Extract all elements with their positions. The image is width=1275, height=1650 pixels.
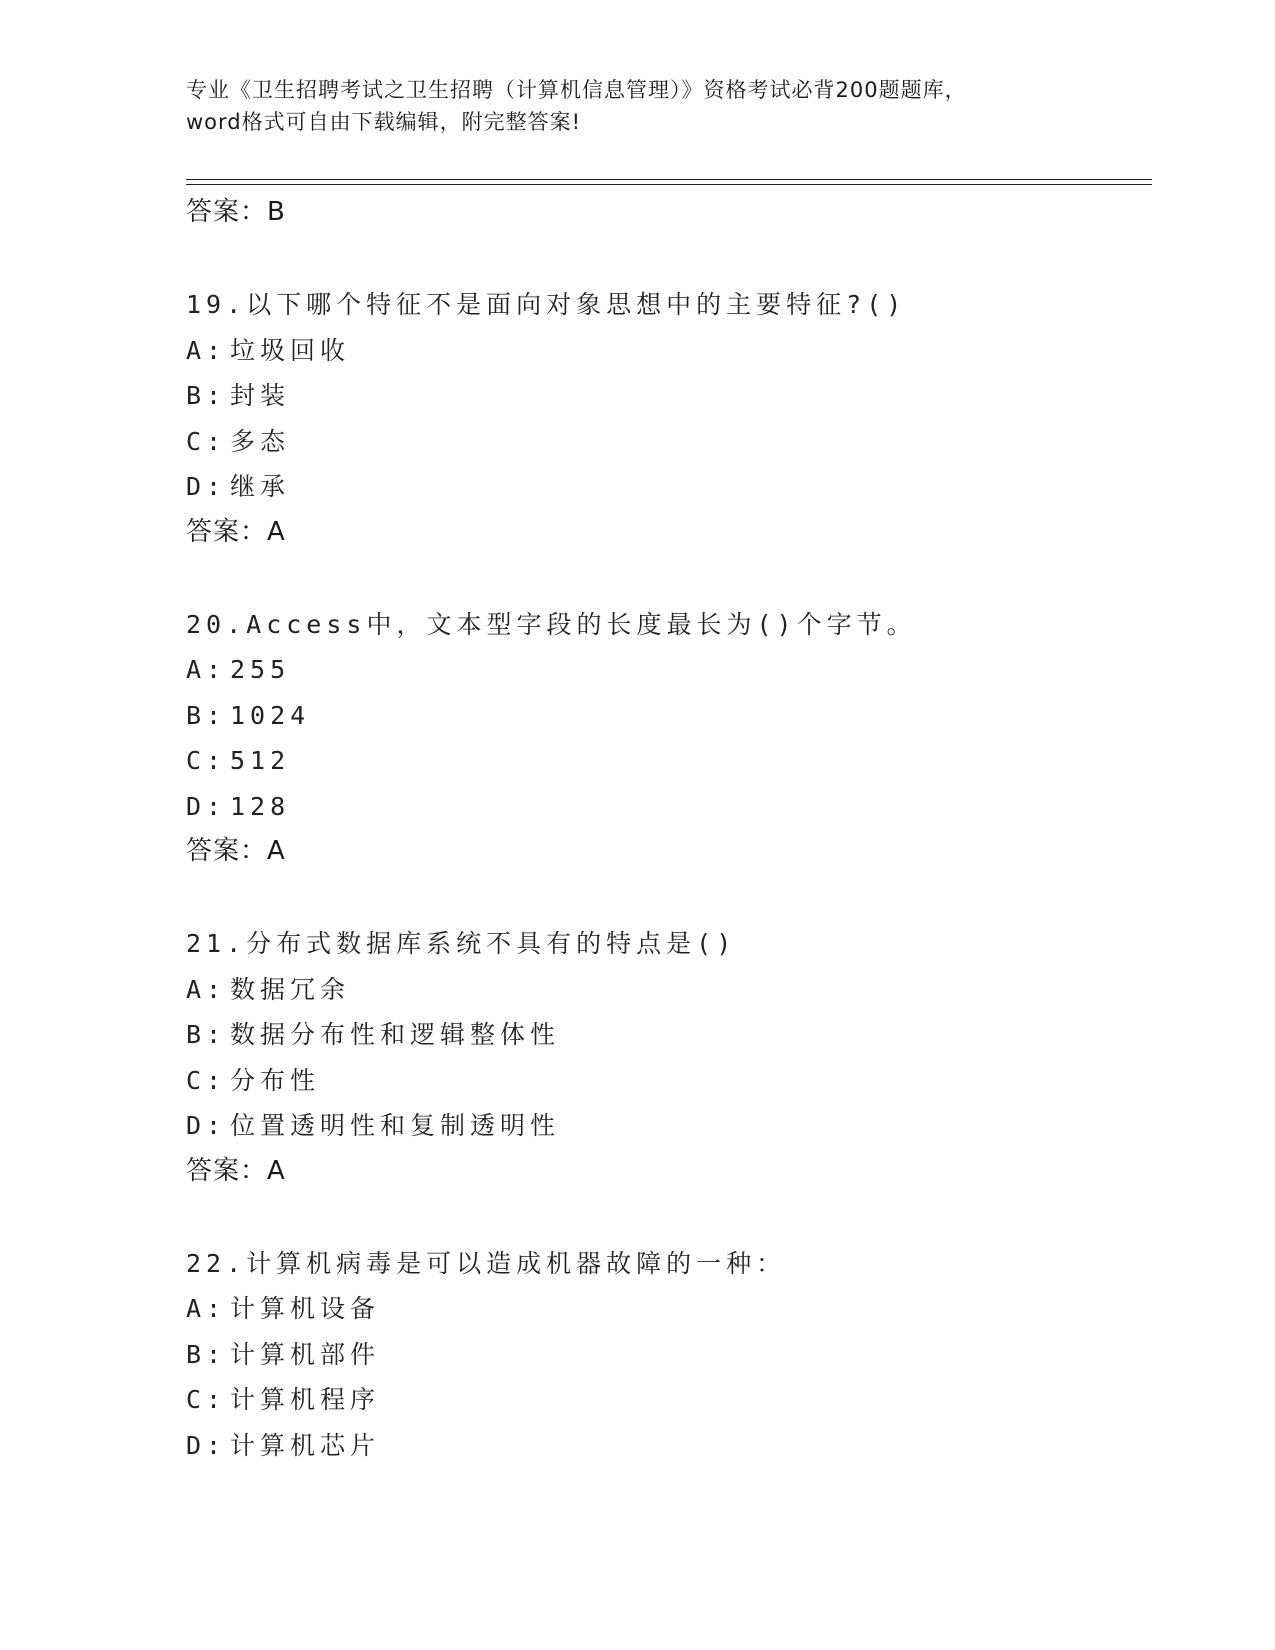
option-c	[186, 738, 1152, 784]
option-a	[186, 967, 1152, 1013]
question-22	[186, 1241, 1152, 1469]
question-title: 20.Access中，文本型字段的长度最长为()个字节。	[186, 609, 917, 639]
option-text: 数据分布性和逻辑整体性	[230, 1020, 561, 1049]
header-divider-bottom	[186, 184, 1152, 185]
option-d	[186, 464, 1152, 510]
question-answer: 答案：A	[186, 516, 286, 547]
option-text: 255	[230, 655, 291, 684]
option-key: C:	[186, 426, 227, 456]
question-answer: 答案：A	[186, 1155, 286, 1186]
option-text: 计算机程序	[230, 1385, 381, 1414]
option-text: 封装	[230, 381, 291, 410]
option-text: 计算机芯片	[230, 1430, 381, 1460]
option-d	[186, 1423, 1152, 1469]
option-key: A:	[186, 335, 227, 365]
option-key: A:	[186, 974, 227, 1004]
option-key: B:	[186, 381, 227, 410]
option-key: C:	[186, 1065, 227, 1095]
option-b	[186, 1332, 1152, 1378]
option-key: C:	[186, 1385, 227, 1414]
question-title: 22.计算机病毒是可以造成机器故障的一种：	[186, 1248, 787, 1278]
option-text: 计算机设备	[230, 1294, 381, 1323]
question-list	[186, 190, 1152, 1468]
option-a	[186, 328, 1152, 374]
option-text: 512	[230, 746, 291, 775]
question-19	[186, 282, 1152, 554]
option-b	[186, 373, 1152, 419]
document-header	[186, 74, 1086, 138]
question-20	[186, 602, 1152, 874]
option-text: 继承	[230, 472, 291, 501]
previous-answer: 答案：B	[186, 197, 286, 227]
option-key: A:	[186, 1294, 227, 1323]
option-text: 128	[230, 791, 291, 821]
option-a	[186, 647, 1152, 693]
option-key: D:	[186, 472, 227, 501]
header-line-2: word格式可自由下载编辑，附完整答案!	[186, 110, 582, 134]
option-key: D:	[186, 791, 227, 821]
question-title: 19.以下哪个特征不是面向对象思想中的主要特征?()	[186, 290, 907, 319]
option-text: 分布性	[230, 1065, 321, 1095]
option-key: B:	[186, 700, 227, 730]
header-divider-top	[186, 179, 1152, 180]
header-line-1: 专业《卫生招聘考试之卫生招聘（计算机信息管理）》资格考试必背200题题库，	[186, 78, 967, 102]
question-21	[186, 921, 1152, 1193]
option-d	[186, 1103, 1152, 1149]
option-text: 计算机部件	[230, 1339, 381, 1369]
option-text: 数据冗余	[230, 974, 351, 1004]
option-key: D:	[186, 1111, 227, 1140]
option-text: 1024	[230, 700, 311, 730]
option-text: 垃圾回收	[230, 335, 351, 365]
option-b	[186, 1012, 1152, 1058]
option-key: B:	[186, 1339, 227, 1369]
option-d	[186, 784, 1152, 830]
option-c	[186, 1377, 1152, 1423]
option-key: A:	[186, 655, 227, 684]
option-key: C:	[186, 746, 227, 775]
option-key: B:	[186, 1020, 227, 1049]
question-answer: 答案：A	[186, 836, 286, 866]
question-title: 21.分布式数据库系统不具有的特点是()	[186, 929, 737, 958]
option-text: 多态	[230, 426, 291, 456]
option-c	[186, 1058, 1152, 1104]
option-c	[186, 419, 1152, 465]
option-a	[186, 1286, 1152, 1332]
option-b	[186, 693, 1152, 739]
option-text: 位置透明性和复制透明性	[230, 1111, 561, 1140]
option-key: D:	[186, 1430, 227, 1460]
